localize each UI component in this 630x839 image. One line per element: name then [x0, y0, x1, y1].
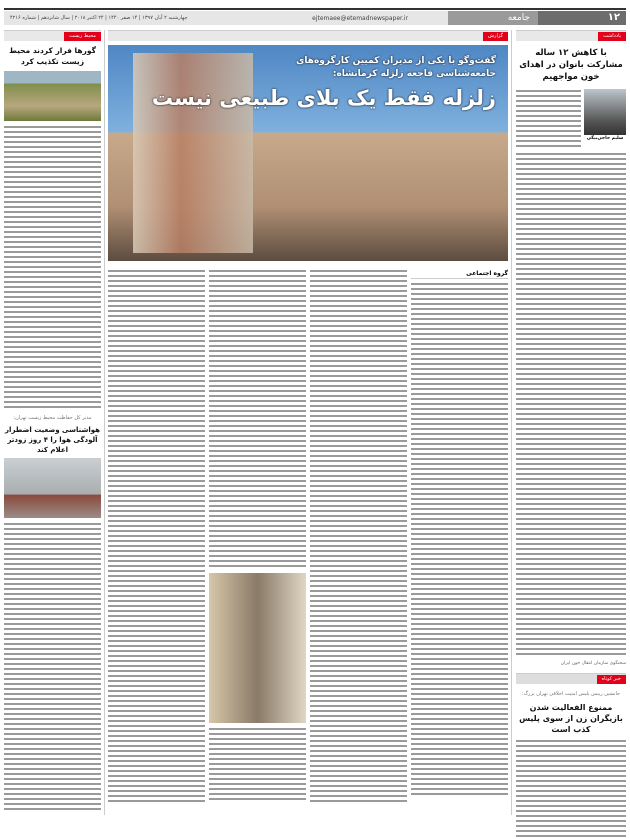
top-rule — [4, 8, 626, 10]
brief-kicker: جانشین رییس پلیس امنیت اخلاقی تهران بزرگ: — [521, 691, 621, 697]
report-label — [108, 30, 508, 41]
page-number: ۱۲ — [538, 11, 626, 25]
headline-block — [151, 55, 496, 112]
brief-body — [516, 739, 626, 839]
env-headline2: هواشناسی وضعیت اضطرار آلودگی هوا را ۴ روز زودتر اعلام کند — [5, 426, 100, 454]
label-text: خبر کوتاه — [597, 675, 626, 684]
note-headline: با کاهش ۱۲ ساله مشارکت بانوان در اهدای خون مواجهیم — [519, 48, 623, 82]
env-label — [4, 30, 101, 41]
damaged-building — [133, 53, 253, 253]
page-header — [4, 11, 626, 25]
brief-headline: ممنوع الفعالیت شدن بازیگران زن از سوی پلیس کذب است — [519, 703, 623, 734]
divider — [511, 30, 512, 815]
brief-label — [516, 673, 626, 684]
report-column — [310, 269, 407, 804]
env-kicker2: مدیر کل حفاظت محیط زیست تهران: — [13, 415, 92, 421]
divider — [104, 30, 105, 815]
interviewee-photo — [209, 573, 306, 723]
section-email[interactable]: ejtemaee@etemadnewspaper.ir — [312, 14, 408, 22]
env-headline: گورها فرار کردند محیط زیست تکذیب کرد — [9, 46, 96, 66]
byline: گروه اجتماعی — [411, 269, 508, 279]
section-title: جامعه — [448, 11, 538, 25]
author-photo — [584, 89, 626, 135]
report-headline: زلزله فقط یک بلای طبیعی نیست — [151, 86, 496, 110]
date-line: چهارشنبه ۲ آبان ۱۳۹۷ | ۱۴ صفر ۱۴۴۰ | ۲۴ اکتبر ۲۰۱۸ | سال شانزدهم | شماره ۴۲۱۶ — [10, 15, 188, 21]
report-column — [209, 727, 306, 802]
report-column — [108, 269, 205, 804]
note-body-cont — [516, 152, 626, 657]
author-title: سخنگوی سازمان انتقال خون ایران — [560, 661, 626, 666]
left-column — [4, 30, 101, 815]
env-body2 — [4, 522, 101, 812]
report-kicker: گفت‌وگو با یکی از مدیران کمیین کارگروه‌های جامعه‌شناسی فاجعه زلزله کرمانشاه: — [296, 56, 496, 79]
label-text: محیط زیست — [64, 32, 101, 41]
env-body — [4, 125, 101, 410]
author-name: سلیم حاجی‌بیگی — [586, 136, 624, 141]
report-column — [209, 269, 306, 569]
right-column — [516, 30, 626, 815]
earthquake-photo — [108, 45, 508, 261]
zebra-photo — [4, 71, 101, 121]
note-body — [516, 89, 581, 149]
center-report — [108, 30, 508, 815]
report-column — [411, 282, 508, 797]
note-label — [516, 30, 626, 41]
label-text: یادداشت — [598, 32, 626, 41]
tehran-pollution-photo — [4, 458, 101, 518]
label-text: گزارش — [483, 32, 508, 41]
